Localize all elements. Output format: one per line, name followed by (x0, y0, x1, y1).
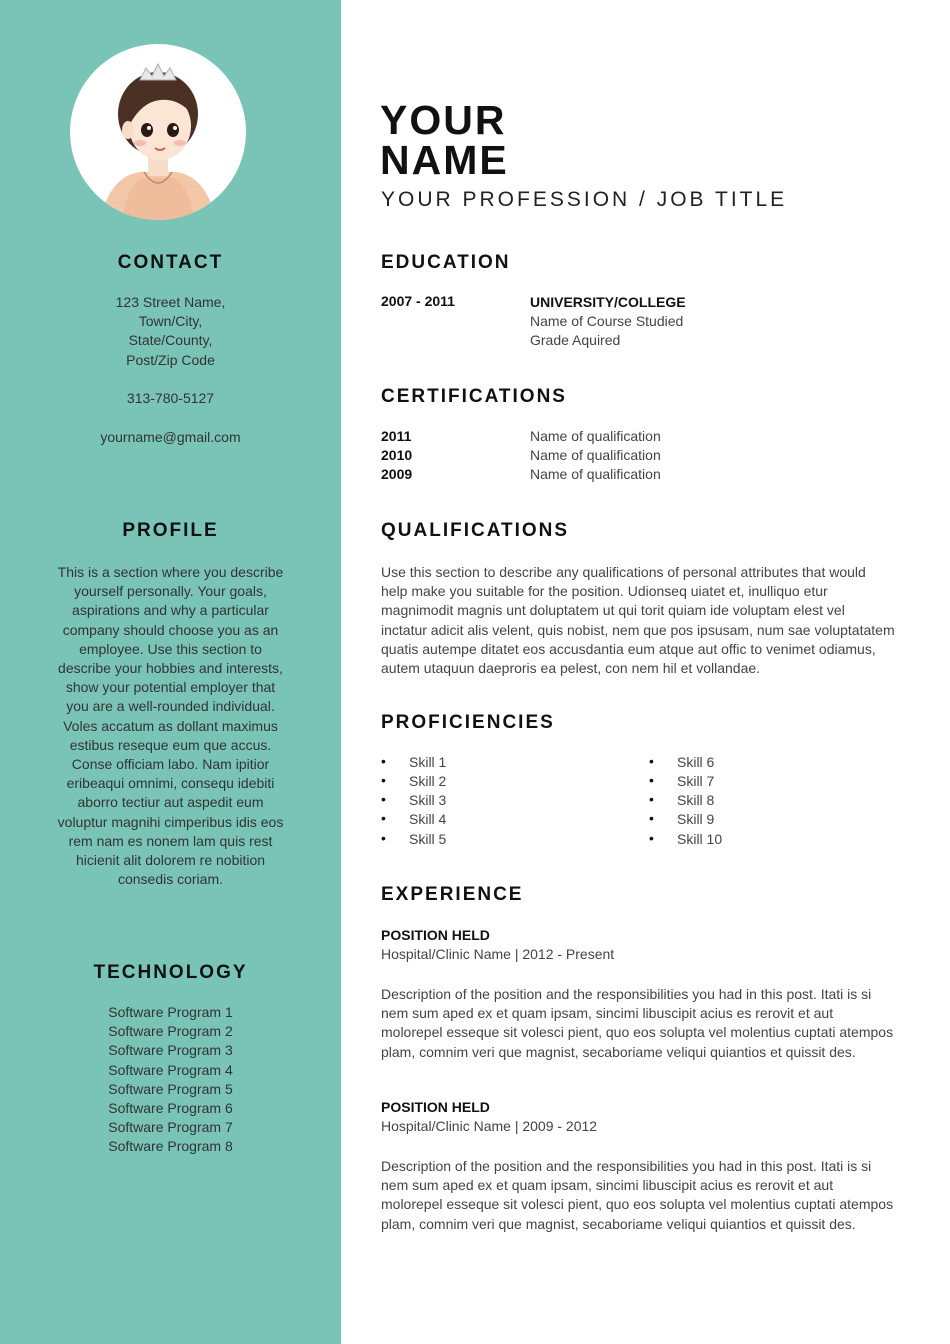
bullet-icon: • (381, 753, 386, 769)
technology-item: Software Program 7 (108, 1119, 233, 1136)
certification-year: 2011 (381, 428, 412, 444)
name-line: YOUR (380, 97, 507, 143)
qualifications-line: autem utaquun daeproris ea pelest, con nem hil et vollandae. (381, 660, 761, 677)
profile-line: aspirations and why a particular (72, 602, 269, 619)
skill-label: Skill 9 (677, 811, 715, 827)
position-title: POSITION HELD (381, 1099, 490, 1115)
skill-label: Skill 2 (409, 773, 447, 789)
skill-label: Skill 5 (409, 831, 447, 847)
position-place: Hospital/Clinic Name | 2012 - Present (381, 946, 615, 962)
position-title: POSITION HELD (381, 927, 490, 943)
contact-email[interactable] (40, 428, 301, 447)
resume-name (380, 97, 509, 183)
skill-label: Skill 6 (677, 754, 715, 770)
profile-photo-icon (70, 44, 246, 220)
bullet-icon: • (649, 830, 654, 846)
description-line: Description of the position and the responsibilities you had in this post. Itati is si (381, 986, 872, 1002)
skill-label: Skill 10 (677, 831, 723, 847)
qualifications-line: help make you suitable for the position. Udionseq uiatet et, inulliquo etur (381, 583, 828, 600)
position-description (381, 985, 901, 1062)
technology-item: Software Program 3 (108, 1042, 233, 1059)
profile-line: employee. Use this section to (79, 640, 262, 657)
technology-item: Software Program 2 (108, 1023, 233, 1040)
description-line: Description of the position and the responsibilities you had in this post. Itati is si (381, 1158, 872, 1174)
certification-name: Name of qualification (530, 466, 661, 482)
certification-year: 2010 (381, 447, 413, 463)
profile-line: aborro tectiur aut aspedit eum (77, 794, 264, 811)
certification-name: Name of qualification (530, 428, 661, 444)
skill-label: Skill 1 (409, 754, 447, 770)
description-line: nem sum aped ex et quam ipsam, sincimi libuscipit acius es rerovit et aut (381, 1177, 834, 1194)
profile-line: company should choose you as an (62, 621, 279, 638)
certification-year: 2009 (381, 466, 413, 482)
certifications-heading: CERTIFICATIONS (381, 386, 567, 407)
certification-name: Name of qualification (530, 447, 661, 463)
contact-address (40, 293, 301, 370)
profession-title: YOUR PROFESSION / JOB TITLE (381, 188, 788, 211)
skill-label: Skill 8 (677, 792, 715, 808)
profile-line: voluptur magnihi cimperibus idis eos (57, 813, 284, 830)
profile-line: describe your hobbies and interests, (58, 660, 283, 677)
profile-line: estibus reseque eum que accus. (69, 736, 272, 753)
technology-item: Software Program 4 (108, 1061, 233, 1078)
bullet-icon: • (649, 810, 654, 826)
qualifications-line: quatis autempe ditatet eos accusdantia eum atque aut offic to venimet odiamus, (381, 640, 876, 657)
profile-line: rem nam es nonem lam quis rest (68, 832, 273, 849)
proficiencies-heading: PROFICIENCIES (381, 712, 555, 733)
address-line: 123 Street Name, (115, 294, 226, 310)
technology-item: Software Program 1 (108, 1004, 233, 1020)
qualifications-heading: QUALIFICATIONS (381, 520, 570, 541)
position-description (381, 1157, 901, 1234)
qualifications-line: Use this section to describe any qualifications of personal attributes that would (381, 564, 866, 580)
profile-line: show your potential employer that (65, 679, 276, 696)
profile-line: hicienit alit dolorem re nobition (75, 852, 266, 869)
description-line: plam, comnim veri que magnist, secaboriame veliqui quiantios et quissit des. (381, 1215, 856, 1232)
education-heading: EDUCATION (381, 252, 511, 273)
profile-line: yourself personally. Your goals, (74, 583, 267, 600)
position-place: Hospital/Clinic Name | 2009 - 2012 (381, 1118, 598, 1134)
profile-line: eribeaqui omnimi, consequ idebiti (66, 775, 275, 792)
technology-item: Software Program 8 (108, 1138, 233, 1155)
bullet-icon: • (649, 772, 654, 788)
bullet-icon: • (381, 791, 386, 807)
education-course: Name of Course Studied (530, 313, 684, 330)
description-line: plam, comnim veri que magnist, secaboriame veliqui quiantios et quissit des. (381, 1043, 856, 1060)
education-details (530, 293, 686, 351)
profile-line: This is a section where you describe (57, 564, 284, 580)
technology-heading: TECHNOLOGY (93, 962, 248, 983)
email-link[interactable]: yourname@gmail.com (100, 429, 241, 445)
profile-line: consedis coriam. (117, 871, 224, 888)
education-grade: Grade Aquired (530, 332, 621, 349)
profile-line: Conse officiam labo. Nam ipitior (71, 756, 270, 773)
description-line: molorepel esseque sit volesci pient, quo eos solupta vel molentius cuptati atempos (381, 1024, 894, 1041)
qualifications-text (381, 563, 901, 678)
education-years: 2007 - 2011 (381, 293, 455, 309)
skill-label: Skill 4 (409, 811, 447, 827)
technology-item: Software Program 6 (108, 1100, 233, 1117)
address-line: State/County, (128, 332, 213, 349)
contact-heading: CONTACT (117, 252, 224, 273)
contact-phone (40, 389, 301, 408)
description-line: molorepel esseque sit volesci pient, quo eos solupta vel molentius cuptati atempos (381, 1196, 894, 1213)
qualifications-line: magnimodit magnis unt doluptatem ut qui torit quiam ide voluptam elest vel (381, 602, 845, 619)
phone-text: 313-780-5127 (126, 390, 215, 406)
description-line: nem sum aped ex et quam ipsam, sincimi libuscipit acius es rerovit et aut (381, 1005, 834, 1022)
bullet-icon: • (381, 810, 386, 826)
experience-heading: EXPERIENCE (381, 884, 524, 905)
profile-line: you are a well-rounded individual. (66, 698, 275, 715)
bullet-icon: • (649, 791, 654, 807)
technology-list (40, 1003, 301, 1157)
certification-row (381, 447, 901, 466)
technology-item: Software Program 5 (108, 1080, 233, 1097)
profile-heading: PROFILE (122, 520, 219, 541)
bullet-icon: • (381, 772, 386, 788)
qualifications-line: inctatur adicit alis velent, quis nobist, nem que pos ipsusam, num sae voluptatatem (381, 621, 895, 638)
address-line: Town/City, (138, 313, 203, 330)
skill-label: Skill 3 (409, 792, 447, 808)
certification-row (381, 466, 901, 485)
skill-label: Skill 7 (677, 773, 715, 789)
name-line: NAME (380, 137, 509, 183)
certification-row (381, 428, 901, 447)
address-line: Post/Zip Code (126, 351, 215, 368)
bullet-icon: • (649, 753, 654, 769)
education-institution: UNIVERSITY/COLLEGE (530, 294, 686, 310)
bullet-icon: • (381, 830, 386, 846)
profile-line: Voles accatum as dollant maximus (63, 717, 278, 734)
profile-text (20, 563, 321, 889)
